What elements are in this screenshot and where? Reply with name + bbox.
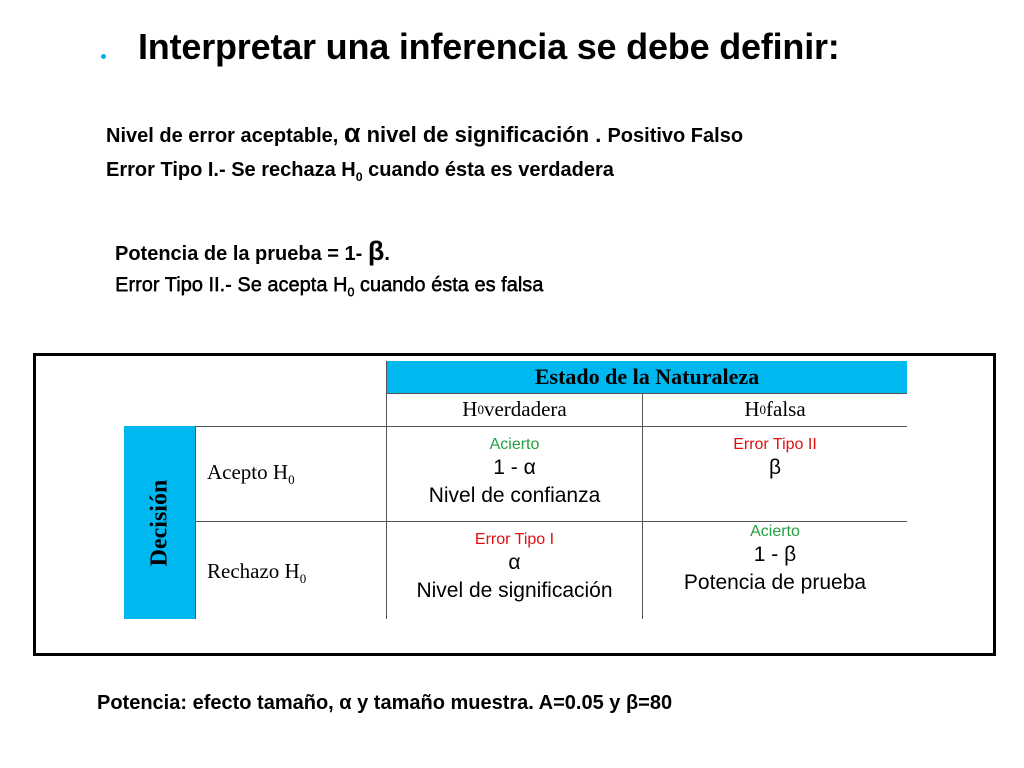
type2-text-pre: Error Tipo II.- Se acepta H xyxy=(115,274,348,296)
decision-table xyxy=(33,353,996,656)
power-text: Potencia de la prueba = 1- xyxy=(115,243,368,265)
cell-accept-false xyxy=(643,436,907,482)
nature-state-header: Estado de la Naturaleza xyxy=(387,361,907,393)
error-tag: Error Tipo I xyxy=(474,531,555,548)
error-level-line xyxy=(106,118,743,149)
accept-h0-text: Acepto H xyxy=(207,460,289,484)
reject-h0-text: Rechazo H xyxy=(207,559,300,583)
h0-false-header xyxy=(643,393,907,426)
bullet-dot xyxy=(101,54,106,59)
cell-description: Nivel de confianza xyxy=(428,484,601,508)
cell-value: α xyxy=(508,551,521,574)
beta-symbol: β xyxy=(367,236,385,266)
significance-text: nivel de significación . xyxy=(360,122,608,147)
type2-text-post: cuando ésta es falsa xyxy=(354,274,544,296)
cell-description: Nivel de significación xyxy=(416,579,613,603)
row-reject-h0 xyxy=(207,559,306,587)
reject-h0-sub: 0 xyxy=(299,571,307,587)
decision-label: Decisión xyxy=(146,479,172,566)
type1-h-subscript: 0 xyxy=(355,170,363,184)
footer-line: Potencia: efecto tamaño, α y tamaño muestra. A=0.05 y β=80 xyxy=(97,692,673,714)
false-positive-text: Positivo Falso xyxy=(607,125,744,147)
power-line xyxy=(115,236,390,267)
h0-false-h: H xyxy=(744,397,760,421)
row-accept-h0 xyxy=(207,460,295,488)
type2-error-line xyxy=(115,274,543,299)
cell-reject-false xyxy=(643,523,907,598)
h0-false-sub: 0 xyxy=(759,401,767,417)
type1-error-line xyxy=(106,159,614,184)
accept-h0-sub: 0 xyxy=(288,472,295,488)
slide-title: Interpretar una inferencia se debe definir: xyxy=(138,26,840,67)
power-period: . xyxy=(384,243,390,265)
type1-text-post: cuando ésta es verdadera xyxy=(362,159,614,181)
h0-true-h: H xyxy=(462,397,478,421)
cell-value: 1 - β xyxy=(753,543,797,566)
cell-reject-true xyxy=(387,531,642,606)
grid-line xyxy=(386,393,907,394)
cell-description: Potencia de prueba xyxy=(683,571,867,595)
error-level-text: Nivel de error aceptable, xyxy=(106,125,344,147)
h0-true-text: verdadera xyxy=(483,397,567,421)
alpha-symbol: α xyxy=(343,118,361,148)
hit-tag: Acierto xyxy=(489,436,540,453)
cell-value: β xyxy=(768,456,782,479)
h0-true-header xyxy=(387,393,642,426)
type2-h-subscript: 0 xyxy=(347,285,355,299)
cell-accept-true xyxy=(387,436,642,511)
decision-side-cell xyxy=(124,426,195,619)
hit-tag: Acierto xyxy=(750,523,800,540)
h0-false-text: falsa xyxy=(766,397,806,421)
grid-line xyxy=(195,521,907,522)
grid-line xyxy=(195,426,196,619)
error-tag: Error Tipo II xyxy=(733,436,817,453)
h0-true-sub: 0 xyxy=(477,401,484,417)
grid-line xyxy=(124,426,907,427)
cell-value: 1 - α xyxy=(493,456,536,479)
type1-text-pre: Error Tipo I.- Se rechaza H xyxy=(106,159,356,181)
